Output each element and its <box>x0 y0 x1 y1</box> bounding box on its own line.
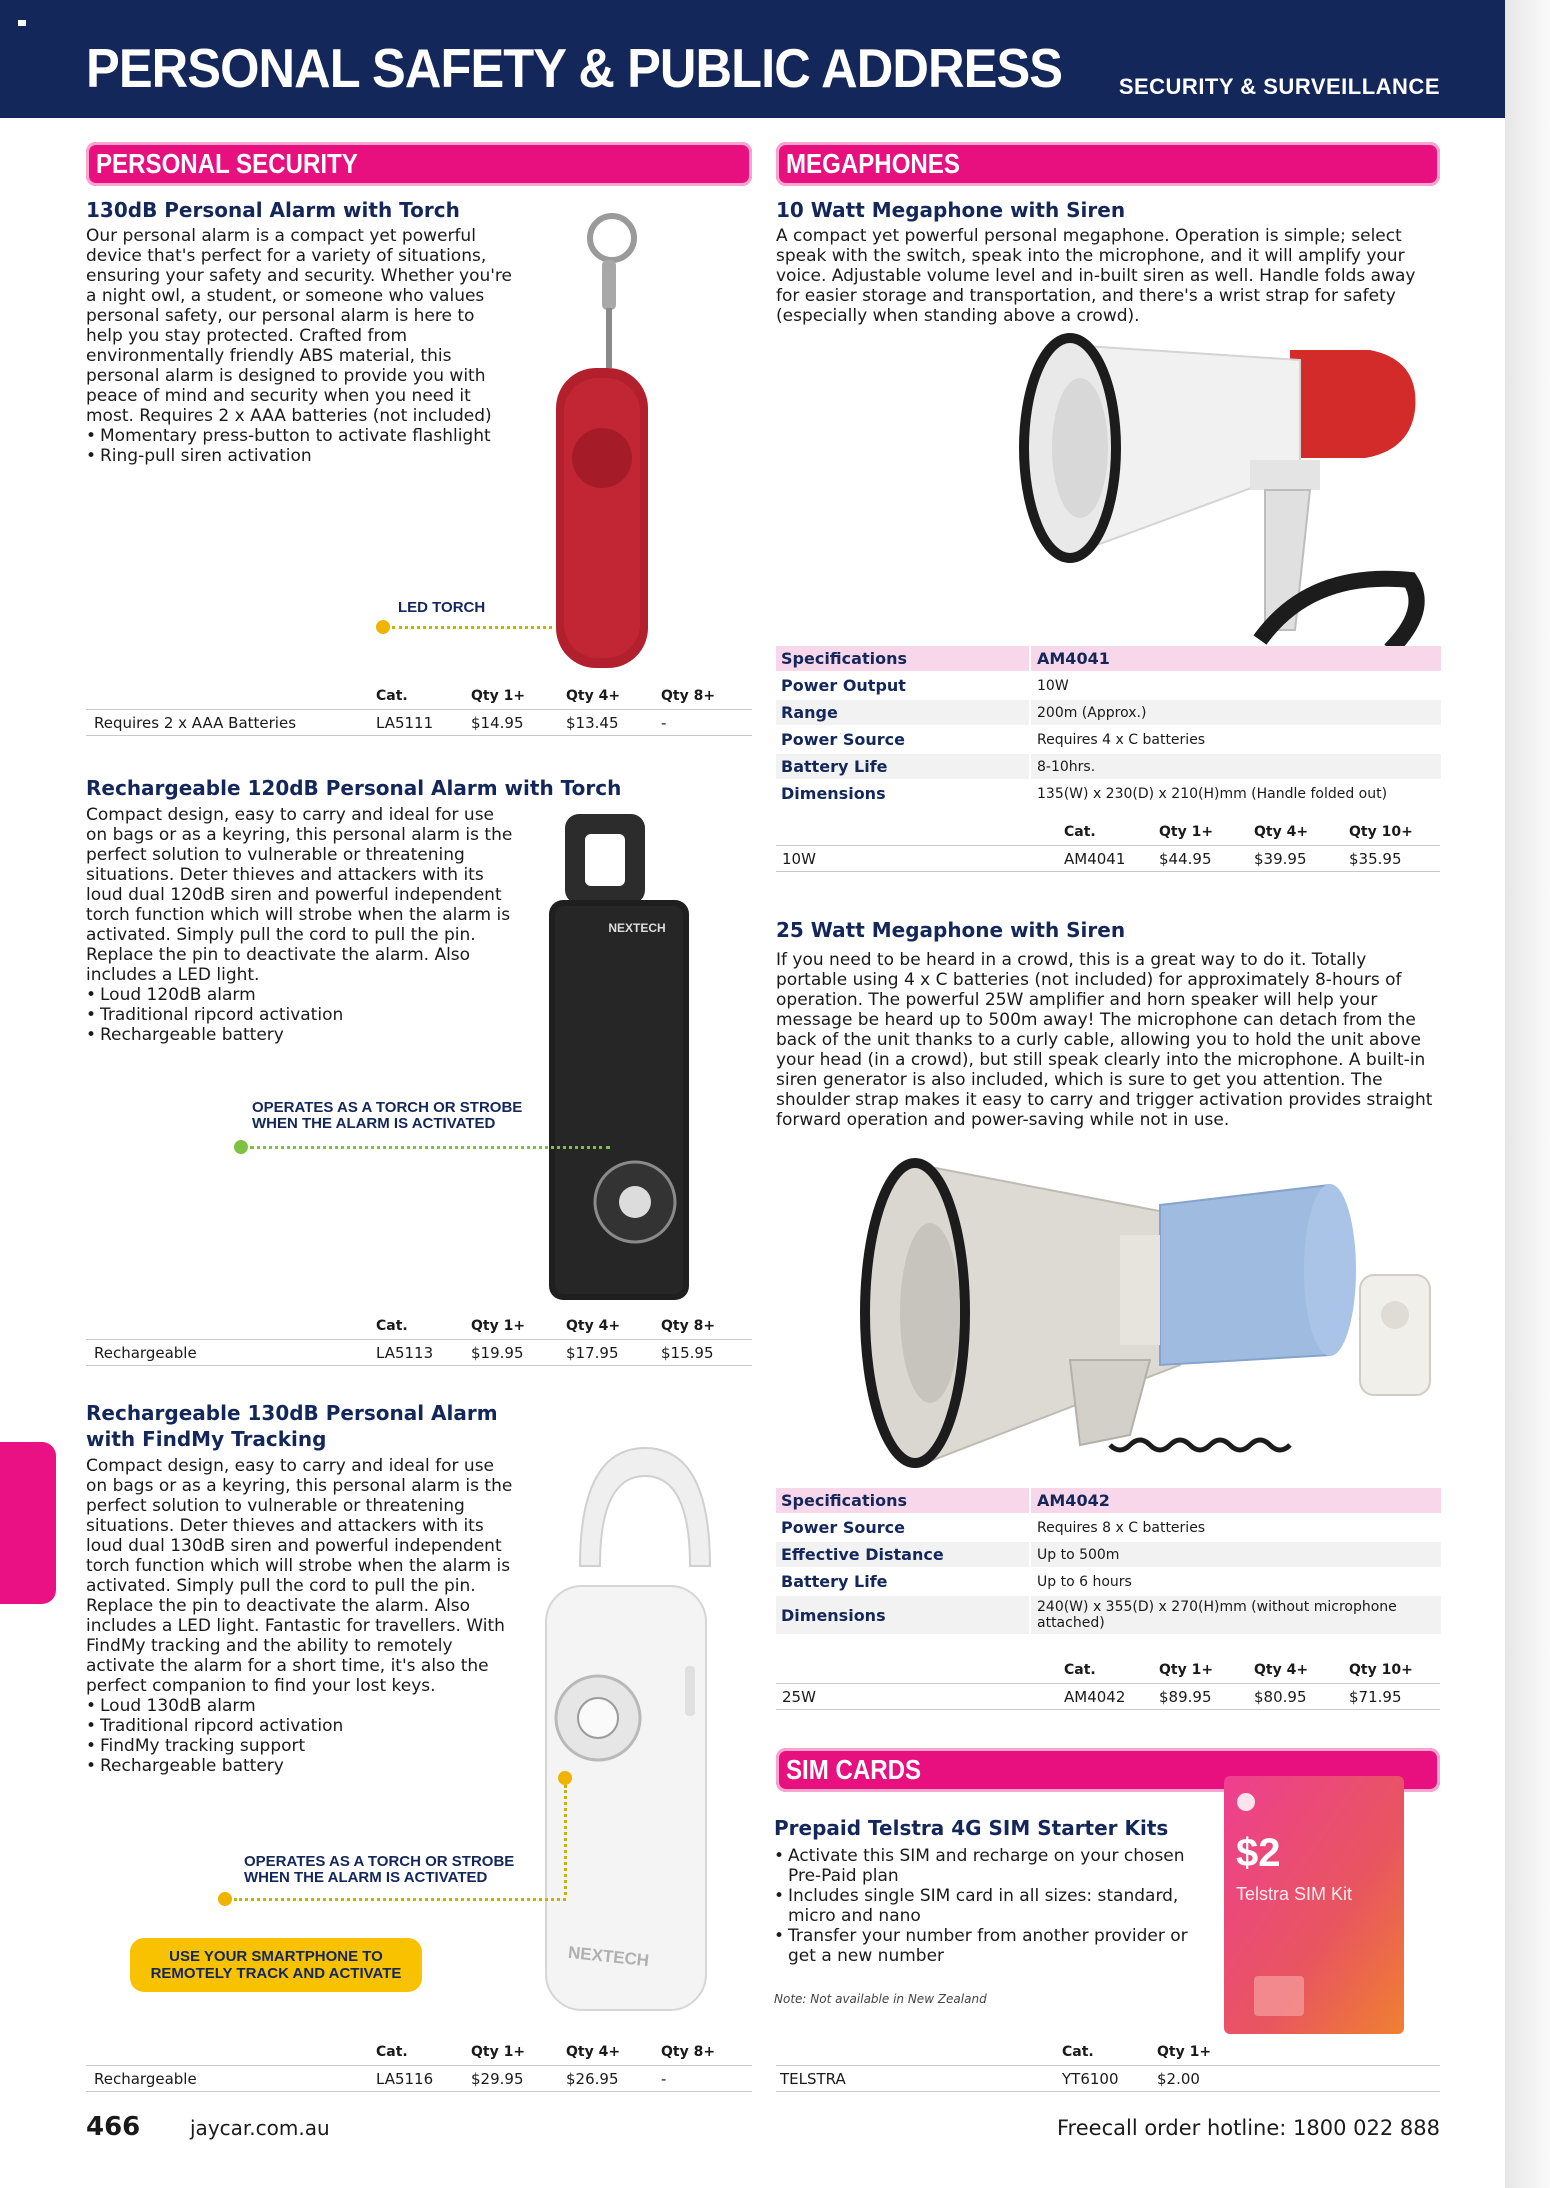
spec-row <box>776 754 1441 781</box>
col-qty8: Qty 8+ <box>661 1318 716 1334</box>
col-cat: Cat. <box>376 688 408 704</box>
callout-pin <box>218 1892 232 1906</box>
col-cat: Cat. <box>376 2044 408 2060</box>
spec-row <box>776 673 1441 700</box>
feature-item: • Activate this SIM and recharge on your chosen Pre-Paid plan <box>774 1846 1214 1886</box>
col-qty8: Qty 8+ <box>661 2044 716 2060</box>
callout-line-2: WHEN THE ALARM IS ACTIVATED <box>252 1115 496 1132</box>
product-title: 25 Watt Megaphone with Siren <box>776 918 1126 942</box>
price-row <box>86 710 752 736</box>
sim-card-image <box>1224 1776 1404 2034</box>
description-text: Compact design, easy to carry and ideal for use on bags or as a keyring, this personal alarm is the perfect solution to vulnerable or threatening situations. Deter thieves and attackers with its loud dual 120dB siren and powerful independent torch function which will strobe when the alarm is activated. Simply pull the cord to pull the pin. Replace the pin to deactivate the alarm. Also includes a LED light. <box>86 805 513 985</box>
col-qty1: Qty 1+ <box>1159 1662 1214 1678</box>
page-number: 466 <box>86 2112 141 2142</box>
price-row <box>86 2066 752 2092</box>
product-description <box>86 226 516 466</box>
spec-value: 8-10hrs. <box>1037 758 1096 775</box>
row-qty8: - <box>661 714 667 732</box>
row-desc: TELSTRA <box>780 2070 846 2088</box>
price-row <box>776 1684 1440 1710</box>
black-alarm-image <box>545 812 695 1307</box>
feature-item: • Rechargeable battery <box>86 1756 516 1776</box>
row-qty4: $17.95 <box>566 1344 619 1362</box>
footer-url[interactable]: jaycar.com.au <box>190 2116 330 2140</box>
price-header-row <box>776 1658 1440 1684</box>
feature-item: • Rechargeable battery <box>86 1025 516 1045</box>
row-qty8: $15.95 <box>661 1344 714 1362</box>
spec-key: Power Source <box>776 727 1031 752</box>
row-qty8: - <box>661 2070 667 2088</box>
spec-row <box>776 1596 1441 1636</box>
page-title: PERSONAL SAFETY & PUBLIC ADDRESS <box>86 37 1063 99</box>
price-header-row <box>776 820 1440 846</box>
callout-line <box>250 1146 610 1149</box>
button-line-2: REMOTELY TRACK AND ACTIVATE <box>150 1965 402 1982</box>
callout-led-torch: LED TORCH <box>398 599 486 616</box>
callout-pin <box>376 620 390 634</box>
row-cat[interactable]: AM4041 <box>1064 850 1126 868</box>
product-description <box>776 226 1440 326</box>
row-desc: 10W <box>782 850 816 868</box>
price-row <box>776 2066 1440 2092</box>
callout-line-1: OPERATES AS A TORCH OR STROBE <box>244 1853 515 1870</box>
spec-row <box>776 1542 1441 1569</box>
feature-item: • Ring-pull siren activation <box>86 446 516 466</box>
sim-label: Telstra SIM Kit <box>1236 1884 1353 1904</box>
feature-item: • Includes single SIM card in all sizes: standard, micro and nano <box>774 1886 1214 1926</box>
feature-item: • FindMy tracking support <box>86 1736 516 1756</box>
callout-strobe <box>252 1100 522 1132</box>
col-qty1: Qty 1+ <box>1159 824 1214 840</box>
description-text: A compact yet powerful personal megaphone. Operation is simple; select speak with the switch, speak into the microphone, and it will amplify your voice. Adjustable volume level and in-built siren as well. Handle folds away for easier storage and transportation, and there's a wrist strap for safety (especially when standing above a crowd). <box>776 226 1416 326</box>
spec-header-row <box>776 1488 1441 1515</box>
row-cat[interactable]: LA5111 <box>376 714 434 732</box>
row-cat[interactable]: AM4042 <box>1064 1688 1126 1706</box>
footer-hotline: Freecall order hotline: 1800 022 888 <box>1057 2116 1440 2140</box>
col-qty4: Qty 4+ <box>1254 824 1309 840</box>
spec-key: Battery Life <box>776 1569 1031 1594</box>
spec-label: Specifications <box>776 1488 1031 1513</box>
megaphone-10w-image <box>1010 330 1430 660</box>
spec-code: AM4041 <box>1037 648 1110 668</box>
row-cat[interactable]: YT6100 <box>1062 2070 1119 2088</box>
row-desc: Rechargeable <box>94 1344 197 1362</box>
col-qty4: Qty 4+ <box>566 2044 621 2060</box>
spec-row <box>776 1569 1441 1596</box>
feature-list <box>86 426 516 466</box>
callout-line <box>564 1785 567 1895</box>
feature-item: • Transfer your number from another provider or get a new number <box>774 1926 1214 1966</box>
spec-key: Dimensions <box>776 1596 1031 1634</box>
row-qty4: $80.95 <box>1254 1688 1307 1706</box>
availability-note: Note: Not available in New Zealand <box>774 1992 987 2006</box>
callout-line-2: WHEN THE ALARM IS ACTIVATED <box>244 1869 488 1886</box>
product-title: Rechargeable 120dB Personal Alarm with Torch <box>86 776 622 800</box>
col-qty4: Qty 4+ <box>566 688 621 704</box>
title-line-1: Rechargeable 130dB Personal Alarm <box>86 1401 498 1425</box>
product-title <box>86 1400 498 1452</box>
spec-row <box>776 727 1441 754</box>
spec-code: AM4042 <box>1037 1490 1110 1510</box>
col-qty1: Qty 1+ <box>471 1318 526 1334</box>
spec-value: 240(W) x 355(D) x 270(H)mm (without microphone attached) <box>1037 1599 1397 1631</box>
red-alarm-image <box>540 208 650 678</box>
spec-key: Power Source <box>776 1515 1031 1540</box>
col-cat: Cat. <box>1064 1662 1096 1678</box>
col-cat: Cat. <box>1062 2044 1094 2060</box>
feature-item: • Loud 120dB alarm <box>86 985 516 1005</box>
page-edge <box>1505 0 1550 2188</box>
product-description <box>86 805 516 1045</box>
spec-header-row <box>776 646 1441 673</box>
sim-price: $2 <box>1236 1831 1281 1875</box>
col-qty10: Qty 10+ <box>1349 1662 1413 1678</box>
description-text: Our personal alarm is a compact yet powerful device that's perfect for a variety of situations, ensuring your safety and security. Whether you're a night owl, a student, or someone who values personal safety, our personal alarm is here to help you stay protected. Crafted from environmentally friendly ABS material, this personal alarm is designed to provide you with peace of mind and security when you need it most. Requires 2 x AAA batteries (not included) <box>86 226 512 426</box>
row-qty1: $2.00 <box>1157 2070 1200 2088</box>
callout-pin <box>234 1140 248 1154</box>
col-qty1: Qty 1+ <box>471 2044 526 2060</box>
spec-row <box>776 781 1441 808</box>
callout-pin <box>558 1771 572 1785</box>
spec-table <box>776 1488 1441 1636</box>
feature-list <box>774 1846 1214 1966</box>
row-qty1: $14.95 <box>471 714 524 732</box>
row-qty10: $71.95 <box>1349 1688 1402 1706</box>
feature-list <box>86 1696 516 1776</box>
price-header-row <box>776 2040 1440 2066</box>
spec-value: 200m (Approx.) <box>1037 704 1147 721</box>
col-qty8: Qty 8+ <box>661 688 716 704</box>
banner-label: MEGAPHONES <box>786 148 960 179</box>
spec-key: Power Output <box>776 673 1031 698</box>
row-qty4: $13.45 <box>566 714 619 732</box>
description-text: Compact design, easy to carry and ideal for use on bags or as a keyring, this personal alarm is the perfect solution to vulnerable or threatening situations. Deter thieves and attackers with its loud dual 130dB siren and powerful independent torch function which will strobe when the alarm is activated. Simply pull the cord to pull the pin. Replace the pin to deactivate the alarm. Also includes a LED light. Fantastic for travellers. With FindMy tracking and the ability to remotely activate the alarm for a short time, it's also the perfect companion to find your lost keys. <box>86 1456 513 1696</box>
spec-key: Effective Distance <box>776 1542 1031 1567</box>
spec-value: 135(W) x 230(D) x 210(H)mm (Handle folded out) <box>1037 785 1388 802</box>
banner-label: PERSONAL SECURITY <box>96 148 358 179</box>
col-cat: Cat. <box>1064 824 1096 840</box>
feature-item: • Traditional ripcord activation <box>86 1005 516 1025</box>
row-cat[interactable]: LA5116 <box>376 2070 434 2088</box>
description-text: If you need to be heard in a crowd, this is a great way to do it. Totally portable using 4 x C batteries (not included) for approximately 8-hours of operation. The powerful 25W amplifier and horn speaker will help your message be heard up to 500m away! The microphone can detach from the back of the unit thanks to a curly cable, allowing you to hold the unit above your head (in a crowd), but still speak clearly into the microphone. A built-in siren generator is also included, which is sure to get you attention. The shoulder strap makes it easy to carry and trigger activation provides straight forward operation and power-saving while not in use. <box>776 950 1433 1130</box>
spec-value: 10W <box>1037 677 1069 694</box>
feature-item: • Momentary press-button to activate flashlight <box>86 426 516 446</box>
row-cat[interactable]: LA5113 <box>376 1344 434 1362</box>
brand-label: NEXTECH <box>608 921 666 935</box>
row-desc: 25W <box>782 1688 816 1706</box>
row-desc: Requires 2 x AAA Batteries <box>94 714 297 732</box>
spec-label: Specifications <box>776 646 1031 671</box>
product-title: 10 Watt Megaphone with Siren <box>776 198 1126 222</box>
callout-strobe <box>244 1854 514 1886</box>
callout-line-1: OPERATES AS A TORCH OR STROBE <box>252 1099 523 1116</box>
row-qty4: $26.95 <box>566 2070 619 2088</box>
banner-megaphones <box>776 142 1440 186</box>
spec-key: Battery Life <box>776 754 1031 779</box>
product-description <box>776 950 1440 1130</box>
button-line-1: USE YOUR SMARTPHONE TO <box>169 1948 383 1965</box>
col-qty1: Qty 1+ <box>1157 2044 1212 2060</box>
row-desc: Rechargeable <box>94 2070 197 2088</box>
feature-list <box>86 985 516 1045</box>
product-description <box>86 1456 516 1776</box>
spec-row <box>776 700 1441 727</box>
white-alarm-image <box>540 1446 710 2016</box>
banner-personal-security <box>86 142 752 186</box>
spec-table <box>776 646 1441 808</box>
col-qty4: Qty 4+ <box>566 1318 621 1334</box>
col-qty10: Qty 10+ <box>1349 824 1413 840</box>
price-row <box>86 1340 752 1366</box>
col-qty4: Qty 4+ <box>1254 1662 1309 1678</box>
price-row <box>776 846 1440 872</box>
spec-key: Dimensions <box>776 781 1031 806</box>
price-header-row <box>86 1314 752 1340</box>
feature-item: • Loud 130dB alarm <box>86 1696 516 1716</box>
spec-row <box>776 1515 1441 1542</box>
spec-value: Up to 500m <box>1037 1546 1120 1563</box>
spec-value: Requires 8 x C batteries <box>1037 1519 1206 1536</box>
chapter-tab[interactable] <box>0 1442 56 1604</box>
row-qty1: $89.95 <box>1159 1688 1212 1706</box>
smartphone-track-button[interactable] <box>130 1938 422 1992</box>
megaphone-25w-image <box>860 1145 1440 1475</box>
row-qty10: $35.95 <box>1349 850 1402 868</box>
product-title: Prepaid Telstra 4G SIM Starter Kits <box>774 1816 1169 1840</box>
banner-label: SIM CARDS <box>786 1754 922 1785</box>
price-header-row <box>86 684 752 710</box>
spec-value: Requires 4 x C batteries <box>1037 731 1206 748</box>
row-qty4: $39.95 <box>1254 850 1307 868</box>
spec-value: Up to 6 hours <box>1037 1573 1132 1590</box>
spec-key: Range <box>776 700 1031 725</box>
col-cat: Cat. <box>376 1318 408 1334</box>
row-qty1: $44.95 <box>1159 850 1212 868</box>
row-qty1: $19.95 <box>471 1344 524 1362</box>
row-qty1: $29.95 <box>471 2070 524 2088</box>
product-description <box>774 1846 1214 1966</box>
price-header-row <box>86 2040 752 2066</box>
section-tag: SECURITY & SURVEILLANCE <box>1118 74 1440 99</box>
menu-icon[interactable] <box>18 20 26 26</box>
callout-line <box>392 626 552 629</box>
callout-line <box>234 1898 566 1901</box>
product-title: 130dB Personal Alarm with Torch <box>86 198 460 222</box>
brand-label: NEXTECH <box>567 1942 650 1971</box>
title-line-2: with FindMy Tracking <box>86 1427 327 1451</box>
col-qty1: Qty 1+ <box>471 688 526 704</box>
feature-item: • Traditional ripcord activation <box>86 1716 516 1736</box>
